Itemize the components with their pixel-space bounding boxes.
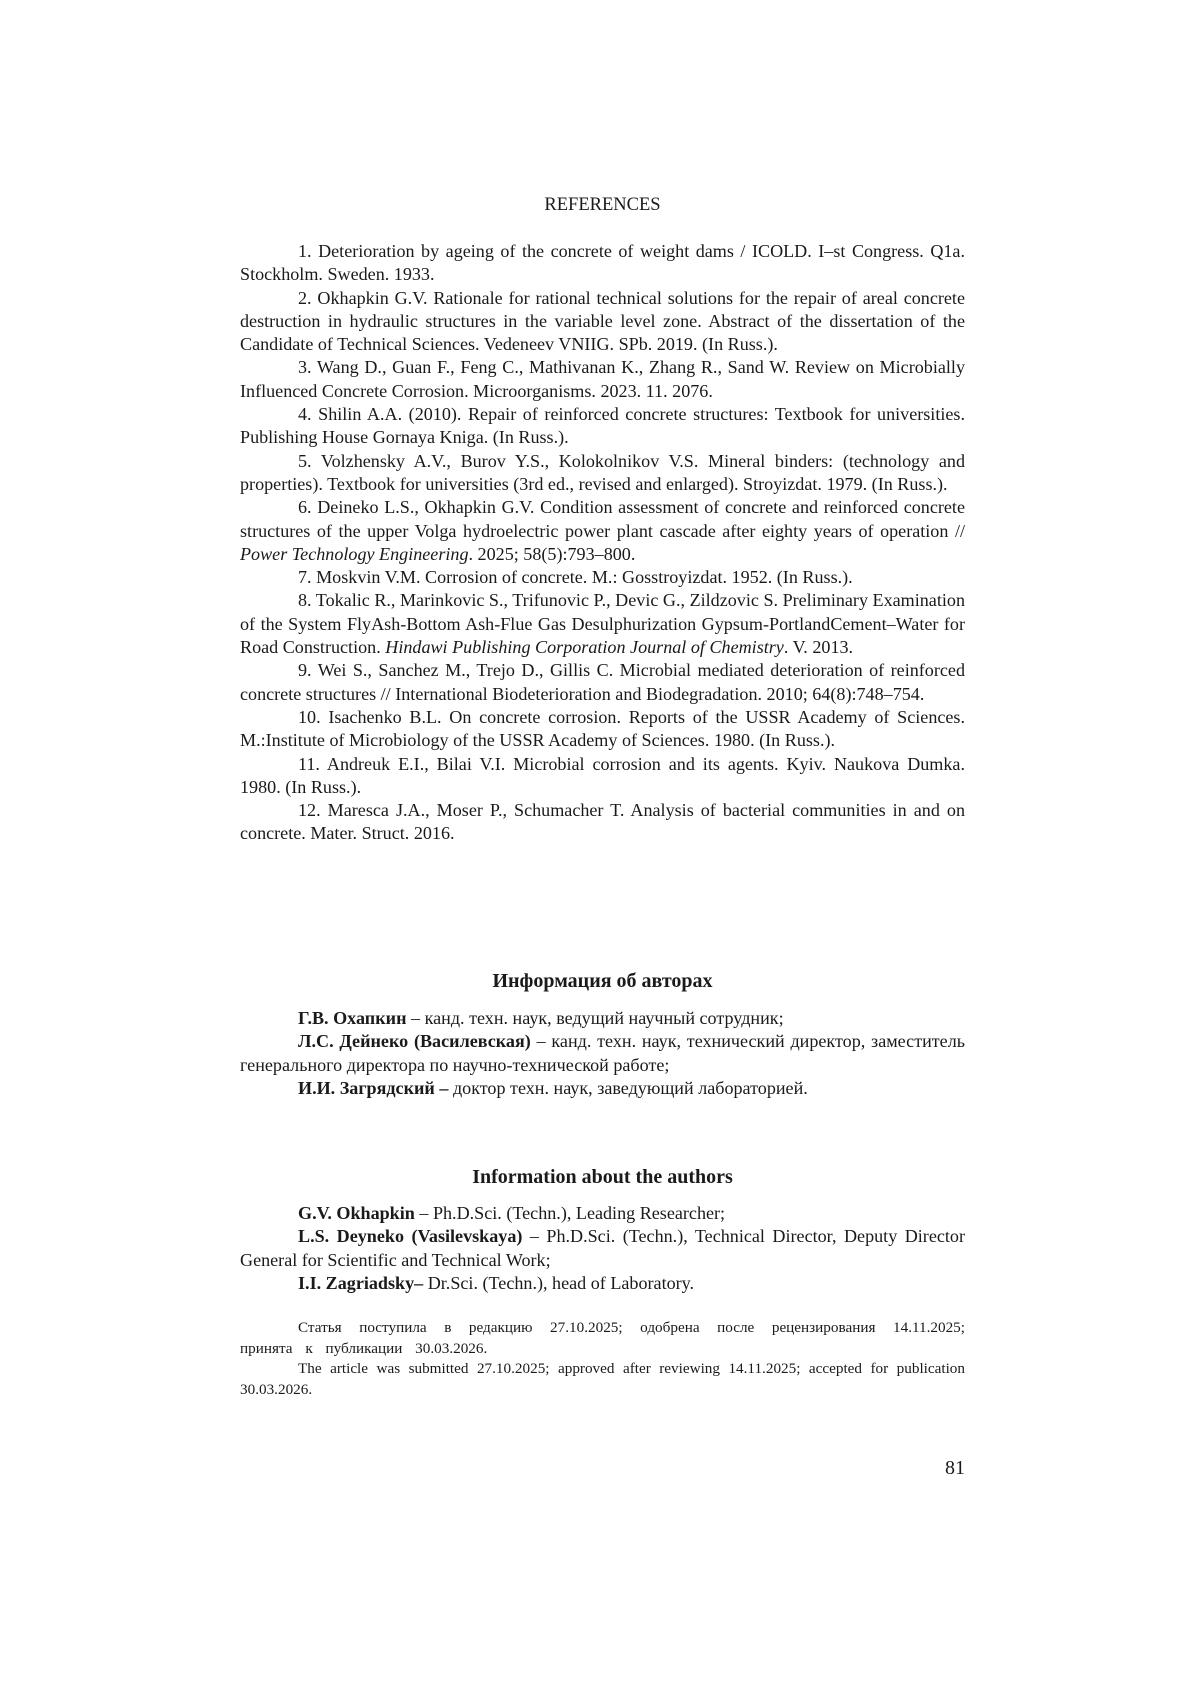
- author-entry: [240, 1272, 965, 1295]
- reference-item: 9. Wei S., Sanchez M., Trejo D., Gillis C. Microbial mediated deterioration of reinforced concrete structures // International Biodeterioration and Biodegradation. 2010; 64(8):748–754.: [240, 660, 965, 704]
- author-name: Л.С. Дейнеко (Василевская): [298, 1031, 531, 1052]
- author-name: Г.В. Охапкин: [298, 1008, 407, 1028]
- authors-en-heading: Information about the authors: [472, 1166, 733, 1188]
- reference-item: 2. Okhapkin G.V. Rationale for rational technical solutions for the repair of areal concrete destruction in hydraulic structures in the variable level zone. Abstract of the dissertation of the Candidate of Technical Sciences. Vedeneev VNIIG. SPb. 2019. (In Russ.).: [240, 287, 965, 355]
- author-name: L.S. Deyneko (Vasilevskaya): [298, 1226, 523, 1247]
- author-name: G.V. Okhapkin: [298, 1203, 415, 1223]
- author-name: И.И. Загрядский –: [298, 1077, 449, 1098]
- journal-title: Power Technology Engineering: [240, 543, 469, 564]
- references-heading: REFERENCES: [544, 195, 661, 215]
- author-desc: Dr.Sci. (Techn.), head of Laboratory.: [423, 1272, 695, 1293]
- reference-item: 5. Volzhensky A.V., Burov Y.S., Kolokolnikov V.S. Mineral binders: (technology and properties). Textbook for universities (3rd ed., revised and enlarged). Stroyizdat. 1979. (In Russ.).: [240, 450, 965, 494]
- reference-tail: . V. 2013.: [783, 637, 854, 658]
- reference-item: 12. Maresca J.A., Moser P., Schumacher T. Analysis of bacterial communities in and on concrete. Mater. Struct. 2016.: [240, 800, 965, 844]
- reference-item: [240, 496, 965, 566]
- reference-item: 1. Deterioration by ageing of the concrete of weight dams / ICOLD. I–st Congress. Q1a. Stockholm. Sweden. 1933.: [240, 241, 965, 285]
- author-desc: – канд. техн. наук, ведущий научный сотрудник;: [406, 1008, 784, 1028]
- reference-text: 8. Tokalic R., Marinkovic S., Trifunovic P., Devic G., Zildzovic S. Preliminary Examination of the System FlyAsh-Bottom Ash-Flue Gas Desulphurization Gypsum-PortlandCement–Water for Road Construction.: [240, 590, 965, 658]
- author-name: I.I. Zagriadsky–: [298, 1272, 424, 1293]
- author-entry: [240, 1077, 965, 1100]
- reference-text: 6. Deineko L.S., Okhapkin G.V. Condition assessment of concrete and reinforced concrete structures of the upper Volga hydroelectric power plant cascade after eighty years of operation //: [240, 497, 965, 541]
- author-entry: [240, 1030, 965, 1077]
- authors-en-list: [240, 1202, 965, 1295]
- author-entry: [240, 1007, 965, 1030]
- author-desc: – канд. техн. наук, технический директор, заместитель генерального директора по научно-технической работе;: [240, 1031, 965, 1075]
- page-number: 81: [945, 1457, 965, 1479]
- authors-ru-heading: Информация об авторах: [492, 970, 713, 992]
- reference-item: 3. Wang D., Guan F., Feng C., Mathivanan K., Zhang R., Sand W. Review on Microbially Influenced Concrete Corrosion. Microorganisms. 2023. 11. 2076.: [240, 357, 965, 401]
- author-entry: [240, 1202, 965, 1225]
- article-dates: [240, 1318, 965, 1400]
- author-entry: [240, 1225, 965, 1272]
- authors-ru-list: [240, 1007, 965, 1100]
- author-desc: – Ph.D.Sci. (Techn.), Leading Researcher;: [414, 1203, 726, 1223]
- article-dates-en: The article was submitted 27.10.2025; approved after reviewing 14.11.2025; accepted for publication 30.03.2026.: [240, 1360, 965, 1398]
- journal-title: Hindawi Publishing Corporation Journal of Chemistry: [385, 637, 784, 658]
- reference-item: [240, 589, 965, 659]
- author-desc: – Ph.D.Sci. (Techn.), Technical Director, Deputy Director General for Scientific and Technical Work;: [240, 1226, 965, 1270]
- reference-item: 4. Shilin A.A. (2010). Repair of reinforced concrete structures: Textbook for universities. Publishing House Gornaya Kniga. (In Russ.).: [240, 404, 965, 448]
- reference-tail: . 2025; 58(5):793–800.: [468, 543, 636, 564]
- reference-item: 10. Isachenko B.L. On concrete corrosion. Reports of the USSR Academy of Sciences. M.:Institute of Microbiology of the USSR Academy of Sciences. 1980. (In Russ.).: [240, 706, 965, 751]
- references-list: [240, 240, 965, 846]
- reference-item: 7. Moskvin V.M. Corrosion of concrete. M.: Gosstroyizdat. 1952. (In Russ.).: [298, 567, 853, 588]
- author-desc: доктор техн. наук, заведующий лабораторией.: [448, 1077, 808, 1098]
- reference-item: 11. Andreuk E.I., Bilai V.I. Microbial corrosion and its agents. Kyiv. Naukova Dumka. 1980. (In Russ.).: [240, 753, 965, 797]
- article-dates-ru: Статья поступила в редакцию 27.10.2025; одобрена после рецензирования 14.11.2025; принята к публикации 30.03.2026.: [240, 1319, 965, 1357]
